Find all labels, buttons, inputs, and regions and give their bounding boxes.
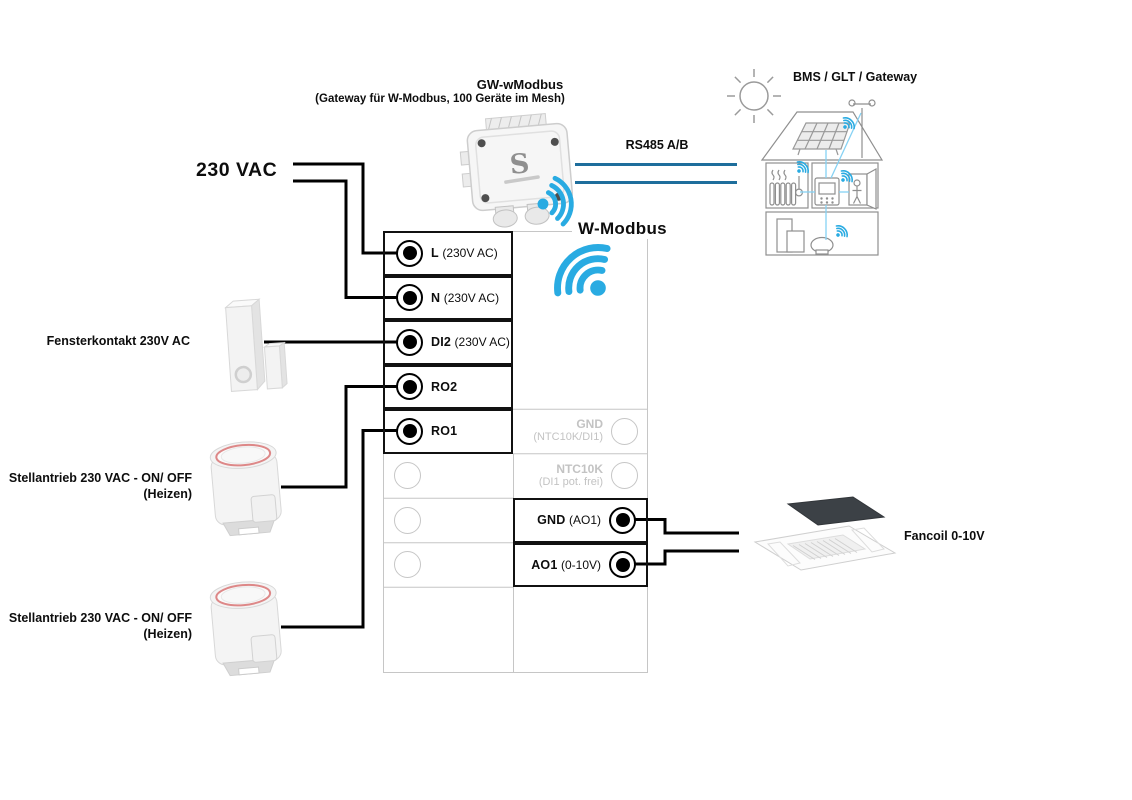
terminal-row-unused-1: [383, 454, 513, 499]
terminal-unused: [394, 462, 421, 489]
terminal-unused: [394, 551, 421, 578]
terminal-gnd-ntc-detail: (NTC10K/DI1): [533, 431, 603, 444]
terminal-L-detail: (230V AC): [442, 246, 498, 261]
window-contact-label: Fensterkontakt 230V AC: [46, 334, 190, 348]
terminal-RO1-name: RO1: [431, 424, 458, 439]
terminal-ao1: [609, 551, 636, 578]
terminal-DI2: [396, 329, 423, 356]
terminal-row-unused-2: [383, 498, 513, 543]
fancoil-label: Fancoil 0-10V: [904, 529, 985, 543]
terminal-gnd-ntc-name: GND: [576, 417, 603, 432]
terminal-ntc10k-detail: (DI1 pot. frei): [538, 475, 603, 488]
terminal-N-detail: (230V AC): [443, 290, 500, 305]
terminal-row-gnd-ao1: [513, 498, 648, 543]
actuator-2-device: [209, 579, 283, 676]
terminal-ao1-detail: (0-10V): [560, 557, 601, 572]
wmodbus-label: W-Modbus: [572, 219, 673, 239]
terminal-ntc10k-name: NTC10K: [556, 461, 603, 476]
terminal-RO2: [396, 373, 423, 400]
wmodbus-wifi-icon: [546, 236, 628, 316]
terminal-N: [396, 284, 423, 311]
actuator-1-device: [209, 439, 283, 536]
terminal-gnd-ao1: [609, 507, 636, 534]
terminal-DI2-name: DI2: [431, 335, 452, 350]
terminal-ao1-name: AO1: [531, 557, 558, 572]
terminal-row-gnd-ntc: [513, 409, 648, 454]
fancoil-device: [755, 497, 895, 570]
terminal-N-name: N: [431, 290, 441, 305]
terminal-row-RO2: [383, 365, 513, 410]
actuator2-sublabel: (Heizen): [143, 627, 192, 641]
terminal-DI2-detail: (230V AC): [454, 335, 510, 350]
terminal-row-DI2: [383, 320, 513, 365]
terminal-gnd-ao1-name: GND: [537, 513, 566, 528]
gateway-device: [458, 112, 575, 230]
sun-icon: [727, 69, 781, 123]
terminal-RO2-name: RO2: [431, 379, 458, 394]
gateway-title: GW-wModbus: [476, 77, 564, 92]
terminal-gnd-ao1-detail: (AO1): [568, 513, 601, 528]
terminal-row-ao1: [513, 543, 648, 588]
rs485-lines: [575, 165, 737, 183]
bms-label: BMS / GLT / Gateway: [793, 70, 918, 84]
terminal-row-unused-3: [383, 543, 513, 588]
power-label: 230 VAC: [196, 159, 278, 181]
terminal-RO1: [396, 418, 423, 445]
actuator2-label: Stellantrieb 230 VAC - ON/ OFF: [8, 611, 192, 625]
actuator1-label: Stellantrieb 230 VAC - ON/ OFF: [8, 471, 192, 485]
bms-house: [762, 100, 882, 255]
terminal-row-N: [383, 276, 513, 321]
thermostat-icon: [815, 178, 839, 205]
terminal-L-name: L: [431, 246, 439, 261]
terminal-unused: [394, 507, 421, 534]
terminal-L: [396, 240, 423, 267]
terminal-gnd-ntc: [611, 418, 638, 445]
rs485-label: RS485 A/B: [625, 138, 689, 152]
terminal-ntc10k: [611, 462, 638, 489]
terminal-row-ntc10k: [513, 454, 648, 499]
terminal-row-RO1: [383, 409, 513, 454]
svg-text:S: S: [508, 148, 531, 181]
actuator1-sublabel: (Heizen): [143, 487, 192, 501]
window-contact-device: [225, 298, 287, 392]
gateway-subtitle: (Gateway für W-Modbus, 100 Geräte im Mesh): [315, 93, 565, 105]
terminal-row-L: [383, 231, 513, 276]
